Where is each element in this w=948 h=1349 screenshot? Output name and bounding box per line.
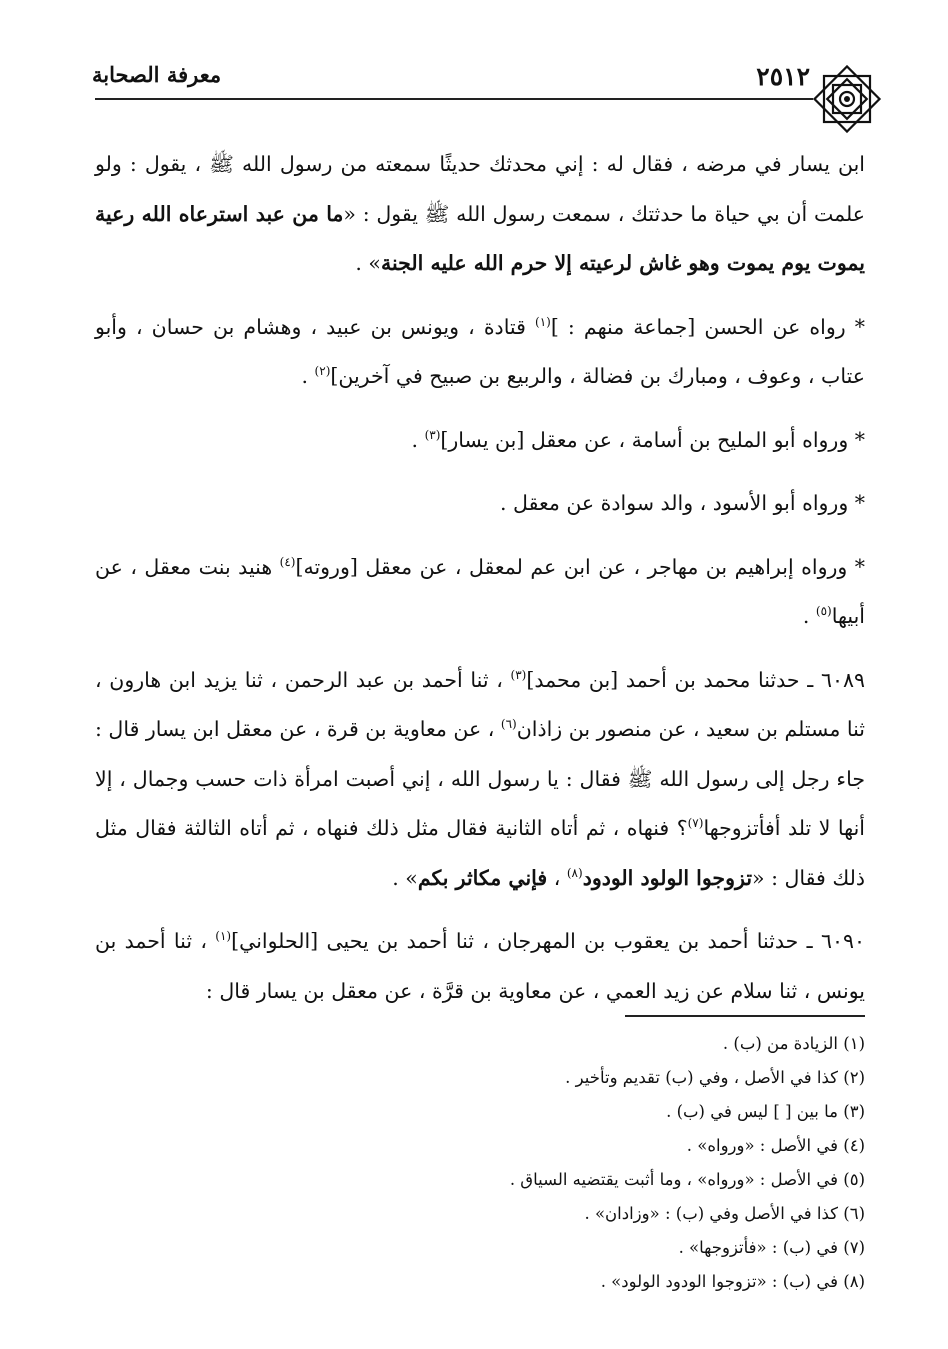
page-number: ٢٥١٢	[756, 62, 810, 91]
text-span: ، عن معاوية بن قرة ، عن معقل ابن يسار قال : جاء رجل إلى رسول الله ﷺ فقال : يا رسول الله ، إني أصبت امرأة ذات حسب وجمال ، إلا أنها لا تلد أفأتزوجها	[95, 717, 865, 840]
footnote-ref: (٧)	[687, 816, 704, 831]
footnote-ref: (٨)	[566, 865, 583, 880]
footnote: (٦) كذا في الأصل وفي (ب) : «وزادان» .	[584, 1204, 865, 1223]
text-span: .	[802, 604, 816, 628]
footnote: (٣) ما بين [ ] ليس في (ب) .	[666, 1102, 865, 1121]
text-span: ؟ فنهاه ، ثم أتاه الثانية فقال مثل ذلك فنهاه ، ثم أتاه الثالثة فقال مثل ذلك فقال : «	[95, 816, 865, 890]
paragraph	[95, 543, 865, 642]
paragraph	[95, 656, 865, 904]
footnote-ref: (٢)	[314, 364, 331, 379]
text-span: * ورواه أبو الأسود ، والد سوادة عن معقل .	[500, 491, 865, 515]
paragraph	[95, 416, 865, 466]
text-span: هنيد بنت معقل ، عن أبيها	[95, 554, 865, 628]
paragraph	[95, 303, 865, 402]
paragraph	[95, 917, 865, 1016]
footnote-ref: (٣)	[510, 667, 527, 682]
footnote-ref: (٤)	[279, 554, 296, 569]
footnote: (١) الزيادة من (ب) .	[722, 1034, 865, 1053]
text-span: » .	[392, 865, 418, 890]
footnote: (٤) في الأصل : «ورواه» .	[686, 1136, 865, 1155]
footnote: (٧) في (ب) : «فأتزوجها» .	[678, 1238, 865, 1257]
footnote-ref: (٥)	[815, 604, 832, 619]
text-span: ، ثنا أحمد بن عبد الرحمن ، ثنا يزيد ابن هارون ، ثنا مستلم بن سعيد ، عن منصور بن زاذان	[95, 667, 865, 741]
text-span: ، ثنا أحمد بن يونس ، ثنا سلام عن زيد العمي ، عن معاوية بن قرَّة ، عن معقل بن يسار قال :	[95, 929, 865, 1003]
footnote: (٢) كذا في الأصل ، وفي (ب) تقديم وتأخير .	[565, 1068, 865, 1087]
footnote-ref: (٣)	[424, 427, 441, 442]
text-span: .	[411, 427, 425, 452]
octagram-ornament-icon	[808, 60, 886, 138]
footnote-divider	[625, 1015, 865, 1017]
footnote-ref: (١)	[535, 314, 551, 329]
hadith-text: تزوجوا الولود الودود	[582, 865, 753, 890]
text-span: .	[301, 364, 315, 388]
text-span: ابن يسار في مرضه ، فقال له : إني محدثك حديثًا سمعته من رسول الله ﷺ ، يقول : ولو علمت أن بي حياة ما حدثتك ، سمعت رسول الله ﷺ يقول : «	[95, 152, 865, 226]
running-title: معرفة الصحابة	[92, 62, 222, 87]
header-divider	[95, 98, 813, 100]
footnote-ref: (٦)	[500, 717, 517, 732]
text-span: * ورواه إبراهيم بن مهاجر ، عن ابن عم لمعقل ، عن معقل [وروته]	[295, 554, 866, 579]
text-span: ،	[547, 865, 567, 890]
main-text	[95, 140, 865, 1016]
text-span: ٦٠٨٩ ـ حدثنا محمد بن أحمد [بن محمد]	[526, 667, 865, 692]
footnote-ref: (١)	[215, 929, 232, 944]
text-span: ٦٠٩٠ ـ حدثنا أحمد بن يعقوب بن المهرجان ، ثنا أحمد بن يحيى [الحلواني]	[231, 929, 865, 953]
text-span: قتادة ، ويونس بن عبيد ، وهشام بن حسان ، وأبو عتاب ، وعوف ، ومبارك بن فضالة ، والربيع بن صبيح في آخرين]	[95, 314, 865, 388]
footnote: (٥) في الأصل : «ورواه» ، وما أثبت يقتضيه السياق .	[509, 1170, 865, 1189]
footnote: (٨) في (ب) : «تزوجوا الودود الولود» .	[600, 1272, 865, 1291]
footnotes	[300, 1027, 865, 1299]
paragraph	[95, 140, 865, 289]
paragraph	[95, 479, 865, 529]
hadith-text: فإني مكاثر بكم	[417, 865, 548, 890]
text-span: * رواه عن الحسن [جماعة منهم : ]	[550, 314, 865, 339]
hadith-text: ما من عبد استرعاه الله رعية يموت يوم يموت وهو غاش لرعيته إلا حرم الله عليه الجنة	[95, 201, 865, 275]
text-span: * ورواه أبو المليح بن أسامة ، عن معقل [بن يسار]	[440, 427, 865, 452]
text-span: » .	[355, 251, 381, 275]
